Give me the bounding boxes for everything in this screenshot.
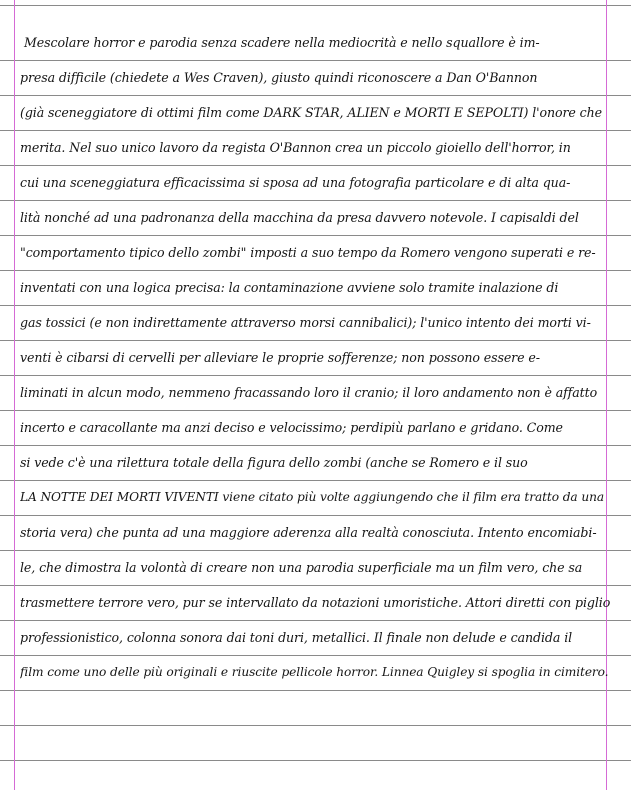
text-line: Mescolare horror e parodia senza scadere nella mediocrità e nello squallore è im-: [24, 35, 540, 50]
text-line: "comportamento tipico dello zombi" imposti a suo tempo da Romero vengono superati e re-: [20, 245, 596, 260]
text-line: film come uno delle più originali e riuscite pellicole horror. Linnea Quigley si spoglia in cimitero.: [20, 665, 609, 679]
text-line: venti è cibarsi di cervelli per alleviare le proprie sofferenze; non possono essere e-: [20, 350, 540, 365]
text-line: trasmettere terrore vero, pur se intervallato da notazioni umoristiche. Attori diretti con piglio: [20, 595, 610, 610]
handwritten-text: [20, 25, 610, 690]
text-line: incerto e caracollante ma anzi deciso e velocissimo; perdipiù parlano e gridano. Come: [20, 420, 563, 435]
text-line: liminati in alcun modo, nemmeno fracassando loro il cranio; il loro andamento non è affatto: [20, 385, 598, 400]
text-line: merita. Nel suo unico lavoro da regista O'Bannon crea un piccolo gioiello dell'horror, in: [20, 140, 571, 155]
left-margin-line: [14, 0, 15, 790]
text-line: cui una sceneggiatura efficacissima si sposa ad una fotografia particolare e di alta qua-: [20, 175, 571, 190]
text-line: LA NOTTE DEI MORTI VIVENTI viene citato più volte aggiungendo che il film era tratto da una: [20, 490, 605, 504]
text-line: presa difficile (chiedete a Wes Craven), giusto quindi riconoscere a Dan O'Bannon: [20, 70, 538, 85]
text-line: lità nonché ad una padronanza della macchina da presa davvero notevole. I capisaldi del: [20, 210, 579, 225]
text-line: inventati con una logica precisa: la contaminazione avviene solo tramite inalazione di: [20, 280, 559, 295]
text-line: le, che dimostra la volontà di creare non una parodia superficiale ma un film vero, che sa: [20, 560, 583, 575]
text-line: si vede c'è una rilettura totale della figura dello zombi (anche se Romero e il suo: [20, 455, 528, 470]
text-line: professionistico, colonna sonora dai toni duri, metallici. Il finale non delude e candida il: [20, 630, 573, 645]
text-line: (già sceneggiatore di ottimi film come DARK STAR, ALIEN e MORTI E SEPOLTI) l'onore che: [20, 105, 602, 120]
text-line: storia vera) che punta ad una maggiore aderenza alla realtà conosciuta. Intento encomiabi-: [20, 525, 597, 540]
text-line: gas tossici (e non indirettamente attraverso morsi cannibalici); l'unico intento dei morti vi-: [20, 315, 591, 330]
